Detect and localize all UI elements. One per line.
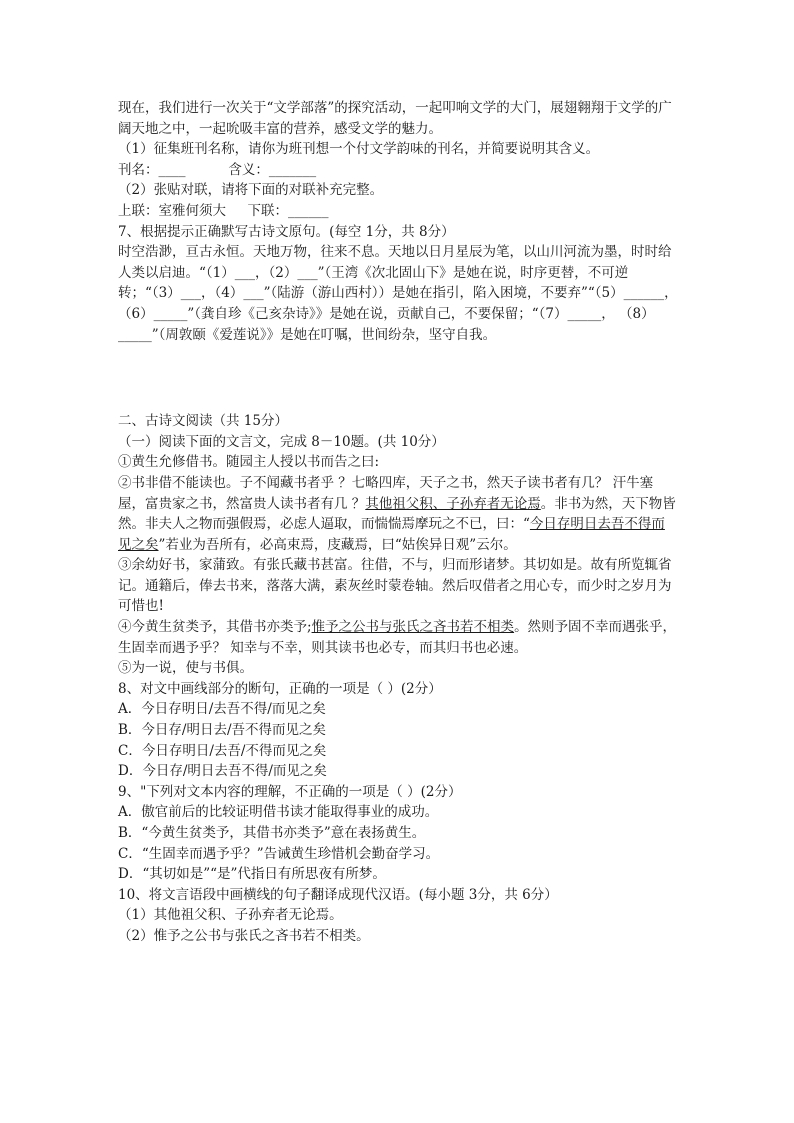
q10-item-2: （2）惟予之公书与张氏之吝书若不相类。 (118, 927, 370, 944)
q9-option-d: D．“其切如是”“是”代指日有所思夜有所梦。 (118, 866, 386, 883)
passage-paragraph-3: ③余幼好书，家蒲致。有张氏藏书甚富。往借，不与，归而形诸梦。其切如是。故有所览辄省记。通籍后，俸去书来，落落大满，素灰丝时蒙卷轴。然后叹借者之用心专，而少时之岁月为可惜也! (118, 557, 672, 615)
passage-paragraph-1: ①黄生允修借书。随园主人授以书而告之曰: (118, 454, 380, 471)
underlined-sentence-1: 其他祖父积、子孙弃者无论焉 (365, 495, 541, 512)
underlined-sentence-2: 今日存明日去吾不得而见之矣 (118, 516, 665, 553)
question-8: 8、对文中画线部分的断句，正确的一项是（ ）(2分） (118, 680, 442, 697)
question-2: （2）张贴对联，请将下面的对联补充完整。 (118, 182, 384, 199)
blank-space (118, 345, 678, 411)
q10-item-1: （1）其他祖父积、子孙弃者无论焉。 (118, 907, 343, 924)
passage-text: 。非书为然，天下物皆然。非夫人之物而强假焉，必虑人逼取，而惴惴焉摩玩之不已，曰：“ (118, 495, 676, 533)
passage-text: ②书非借不能读也。子不闻藏书者乎 ？七略四库，天子之书，然天子读书者有几？ 汗牛塞屋，富贵家之书，然富贵人读书者有几 ？ (118, 474, 654, 512)
intro-paragraph: 现在，我们进行一次关于“文学部落”的探究活动，一起叩响文学的大门，展翅翱翔于文学的广阔天地之中，一起吮吸丰富的营养，感受文学的魅力。 (118, 100, 672, 137)
passage-text: 。然则予固不幸而遇张乎，生固幸而遇予乎？ 知幸与不幸，则其读书也必专，而其归书也必速。 (118, 619, 677, 656)
subsection-1-title: （一）阅读下面的文言文，完成 8－10题。(共 10分） (118, 433, 445, 450)
q9-option-a: A．傲官前后的比较证明借书读才能取得事业的成功。 (118, 804, 439, 821)
passage-text: ”若业为吾所有，必高束焉，庋藏焉，曰“姑俟异日观”云尔。 (158, 536, 517, 553)
q8-option-a: A．今日存明日/去吾不得/而见之矣 (118, 701, 326, 718)
passage-paragraph-2 (118, 473, 678, 555)
passage-paragraph-4 (118, 617, 678, 658)
document-page (118, 98, 678, 947)
section-2-title: 二、古诗文阅读（共 15分） (118, 413, 288, 430)
question-7-title: 7、根据提示正确默写古诗文原句。(每空 1分，共 8分） (118, 223, 455, 240)
passage-text: ④今黄生贫类予，其借书亦类予; (118, 619, 312, 636)
question-9: 9、"下列对文本内容的理解，不正确的一项是（ ）(2分） (118, 783, 462, 800)
passage-paragraph-5: ⑤为一说，使与书俱。 (118, 660, 253, 677)
q9-option-b: B．“今黄生贫类予，其借书亦类予”意在表扬黄生。 (118, 825, 426, 841)
question-10: 10、将文言语段中画横线的句子翻译成现代汉语。(每小题 3分，共 6分） (118, 886, 558, 903)
q8-option-d: D．今日存/明日去吾不得/而见之矣 (118, 763, 327, 780)
q9-option-c: C．“生固幸而遇予乎？”告诫黄生珍惜机会勤奋学习。 (118, 845, 440, 862)
q8-option-b: B．今日存/明日去/吾不得而见之矣 (118, 722, 327, 739)
question-1: （1）征集班刊名称，请你为班刊想一个付文学韵味的刊名，并简要说明其含义。 (118, 141, 600, 158)
underlined-sentence-3: 惟予之公书与张氏之吝书若不相类 (311, 619, 515, 636)
question-1-answer-line: 刊名：____ 含义：_______ (118, 161, 317, 178)
question-2-answer-line: 上联：室雅何须大 下联：______ (118, 202, 329, 219)
q8-option-c: C．今日存明日/去吾/不得而见之矣 (118, 742, 327, 759)
question-7-body: 时空浩渺，亘古永恒。天地万物，往来不息。天地以日月星辰为笔，以山川河流为墨，时时给人类以启迪。“（1）___，（2）___”（王湾《次北固山下》是她在说，时序更替，不可逆转；“（3）___，（4）___”（陆游（游山西村））是她在指引，陷入困境，不要弃”“（5）______，（6）_____”（龚自珍《己亥杂诗》》是她在说，贡献自己，不要保留；“（7）_____， （8）_____”（周敦颐《爱莲说》》是她在叮嘱，世间纷杂，坚守自我。 (118, 244, 678, 343)
